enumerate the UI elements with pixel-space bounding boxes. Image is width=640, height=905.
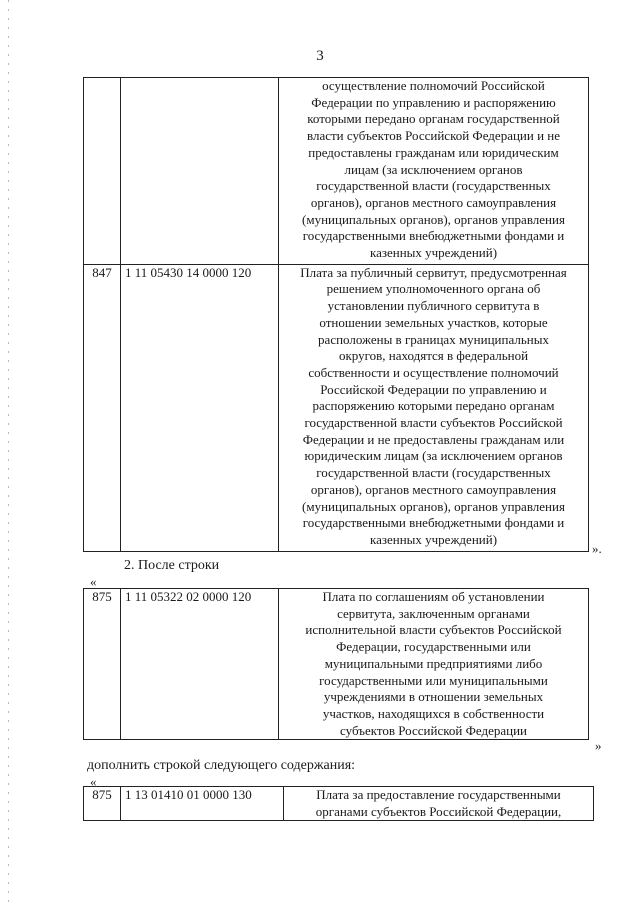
description-line: распоряжению которыми передано органам xyxy=(312,398,555,414)
closing-quote: » xyxy=(595,738,602,753)
description-line: государственными или муниципальными xyxy=(319,672,548,688)
description-line: муниципальными предприятиями либо xyxy=(324,655,543,671)
table-row xyxy=(84,78,589,265)
description-line: участков, находящихся в собственности xyxy=(322,705,545,721)
description-line: Плата за публичный сервитут, предусмотренная xyxy=(300,264,567,280)
description-line: предоставлены гражданам или юридическим xyxy=(308,144,559,160)
description-line: сервитута, заключенным органами xyxy=(337,605,530,621)
kbk-code-cell: 1 11 05430 14 0000 120 xyxy=(121,264,279,551)
description-line: собственности и осуществление полномочий xyxy=(308,364,559,380)
kbk-code-cell xyxy=(121,78,279,265)
description-line: государственными внебюджетными фондами и xyxy=(302,228,565,244)
opening-quote: « xyxy=(90,574,97,589)
description-line: Федерации, государственными или xyxy=(336,639,531,655)
description-line: Федерации и не предоставлены гражданам или xyxy=(302,431,565,447)
description-line: лицам (за исключением органов xyxy=(344,161,523,177)
description-line: учреждениями в отношении земельных xyxy=(323,689,544,705)
description-line: которыми передано органам государственной xyxy=(307,111,560,127)
description-line: Плата по соглашениям об установлении xyxy=(322,589,545,604)
description-line: установлении публичного сервитута в xyxy=(327,298,540,314)
scan-edge-marks xyxy=(8,0,9,905)
description-line: казенных учреждений) xyxy=(369,531,498,547)
description-line: государственной власти (государственных xyxy=(316,178,551,194)
description-cell xyxy=(279,264,589,551)
admin-code-cell: 875 xyxy=(84,787,121,821)
table-row xyxy=(84,787,594,821)
description-line: юридическим лицам (за исключением органов xyxy=(304,448,563,464)
description-line: Плата за предоставление государственными xyxy=(316,787,561,802)
admin-code-cell: 875 xyxy=(84,589,121,740)
supplement-instruction: дополнить строкой следующего содержания: xyxy=(87,758,356,773)
description-line: государственными внебюджетными фондами и xyxy=(302,515,565,531)
description-line: расположены в границах муниципальных xyxy=(318,331,549,347)
description-line: Федерации по управлению и распоряжению xyxy=(311,94,556,110)
table-row xyxy=(84,264,589,551)
description-line: (муниципальных органов), органов управления xyxy=(302,211,565,227)
opening-quote: « xyxy=(90,774,97,789)
revenue-table-new-row xyxy=(83,786,594,821)
description-line: округов, находятся в федеральной xyxy=(338,348,529,364)
admin-code-cell: 847 xyxy=(84,264,121,551)
table-row xyxy=(84,589,589,740)
description-line: государственной власти субъектов Российской xyxy=(304,415,563,431)
revenue-table-reference-row xyxy=(83,588,589,740)
description-line: казенных учреждений) xyxy=(369,245,498,261)
description-line: органов), органов местного самоуправления xyxy=(310,194,557,210)
description-line: исполнительной власти субъектов Российской xyxy=(305,622,562,638)
description-line: органов), органов местного самоуправления xyxy=(310,481,557,497)
description-line: власти субъектов Российской Федерации и не xyxy=(306,128,561,144)
kbk-code-cell: 1 11 05322 02 0000 120 xyxy=(121,589,279,740)
description-line: отношении земельных участков, которые xyxy=(319,314,548,330)
description-cell xyxy=(279,78,589,265)
description-line: Российской Федерации по управлению и xyxy=(320,381,547,397)
item-2-heading: 2. После строки xyxy=(124,558,220,573)
description-line: государственной власти (государственных xyxy=(316,465,551,481)
closing-quote: ». xyxy=(592,541,602,556)
page-number: 3 xyxy=(316,48,324,64)
admin-code-cell xyxy=(84,78,121,265)
description-line: решением уполномоченного органа об xyxy=(326,281,541,297)
description-line: (муниципальных органов), органов управления xyxy=(302,498,565,514)
description-line: осуществление полномочий Российской xyxy=(322,78,545,93)
description-cell xyxy=(284,787,594,821)
description-line: органами субъектов Российской Федерации, xyxy=(315,803,562,819)
revenue-table-continued xyxy=(83,77,589,552)
description-line: субъектов Российской Федерации xyxy=(340,722,527,738)
description-cell xyxy=(279,589,589,740)
kbk-code-cell: 1 13 01410 01 0000 130 xyxy=(121,787,284,821)
